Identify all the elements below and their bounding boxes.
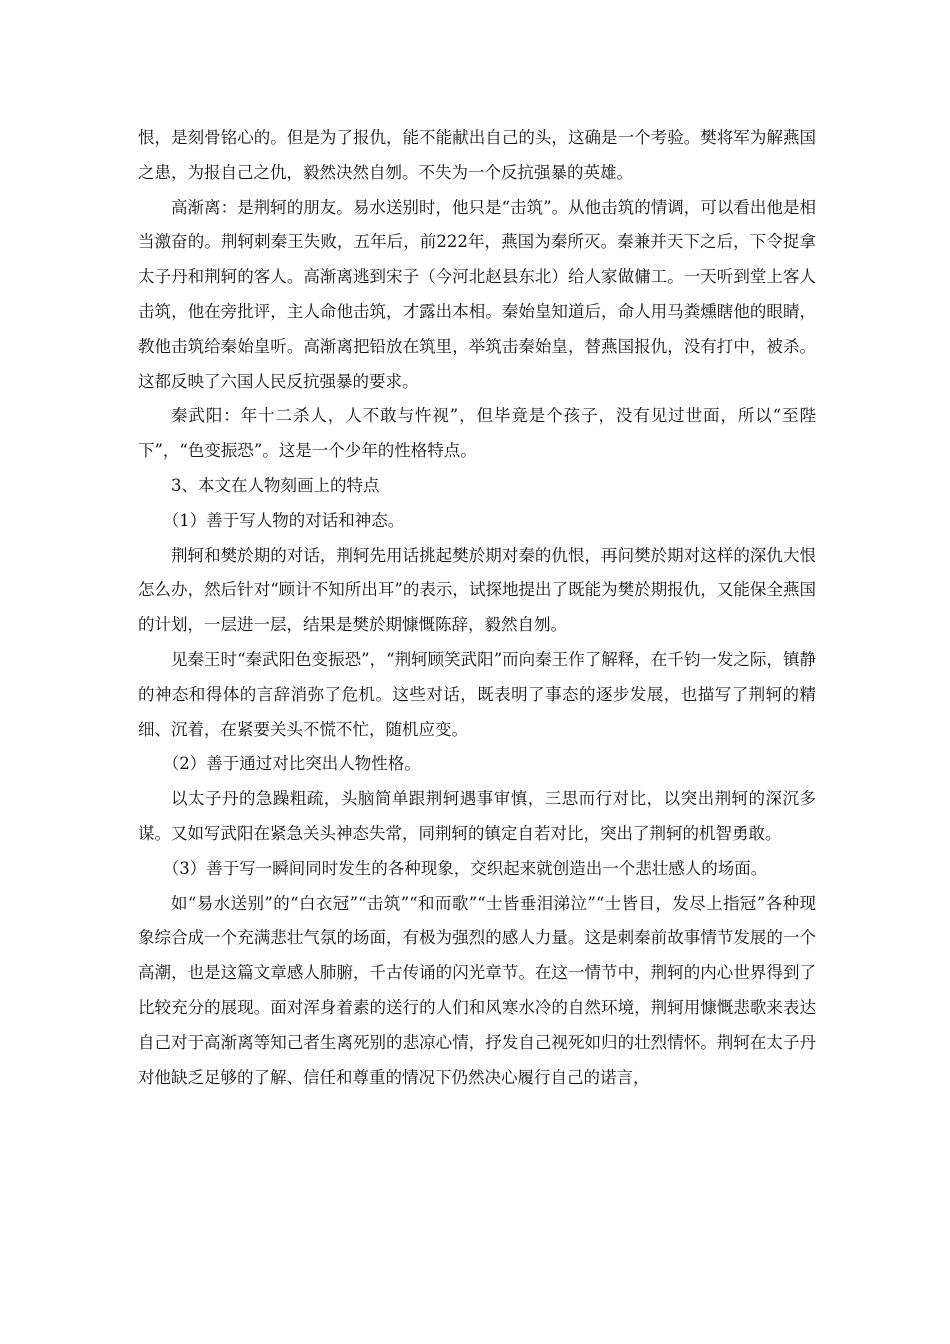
paragraph-contrast: 以太子丹的急躁粗疏，头脑简单跟荆轲遇事审慎，三思而行对比，以突出荆轲的深沉多谋。又如写武阳在紧急关头神态失常，同荆轲的镇定自若对比，突出了荆轲的机智勇敢。	[138, 789, 816, 843]
paragraph-qin-wuyang: 秦武阳：年十二杀人，人不敢与忤视”，但毕竟是个孩子，没有见过世面，所以“至陛下”，“色变振恐”。这是一个少年的性格特点。	[138, 406, 816, 461]
subheading-contrast: （2）善于通过对比突出人物性格。	[162, 754, 421, 774]
subheading-simultaneous-scenes: （3）善于写一瞬间同时发生的各种现象，交织起来就创造出一个悲壮感人的场面。	[162, 858, 768, 878]
subheading-dialogue-expression: （1）善于写人物的对话和神态。	[162, 510, 405, 530]
paragraph-fan-yuqi-conclusion: 恨，是刻骨铭心的。但是为了报仇，能不能献出自己的头，这确是一个考验。樊将军为解燕国之患，为报自己之仇，毅然决然自刎。不失为一个反抗强暴的英雄。	[138, 128, 816, 182]
paragraph-meeting-qin-king: 见秦王时“秦武阳色变振恐”，“荆轲顾笑武阳”而向秦王作了解释，在千钧一发之际，镇静的神态和得体的言辞消弥了危机。这些对话，既表明了事态的逐步发展，也描写了荆轲的精细、沉着，在紧要关头不慌不忙，随机应变。	[138, 649, 816, 739]
paragraph-yishui-farewell: 如“易水送别”的“白衣冠”“击筑”“和而歌”“士皆垂泪涕泣”“士皆目，发尽上指冠”各种现象综合成一个充满悲壮气氛的场面，有极为强烈的感人力量。这是刺秦前故事情节发展的一个高潮，也是这篇文章感人肺腑，千古传诵的闪光章节。在这一情节中，荆轲的内心世界得到了比较充分的展现。面对浑身着素的送行的人们和风寒水冷的自然环境，荆轲用慷慨悲歌来表达自己对于高渐离等知己者生离死别的悲凉心情，抒发自己视死如归的壮烈情怀。荆轲在太子丹对他缺乏足够的了解、信任和尊重的情况下仍然决心履行自己的诺言，	[138, 893, 816, 1087]
section-heading-characterization: 3、本文在人物刻画上的特点	[171, 475, 380, 495]
document-body	[138, 121, 816, 1095]
paragraph-dialogue-fan-yuqi: 荆轲和樊於期的对话，荆轲先用话挑起樊於期对秦的仇恨，再问樊於期对这样的深仇大恨怎么办，然后针对“顾计不知所出耳”的表示，试探地提出了既能为樊於期报仇，又能保全燕国的计划，一层进一层，结果是樊於期慷慨陈辞，毅然自刎。	[138, 545, 816, 635]
paragraph-gao-jianli: 高渐离：是荆轲的朋友。易水送别时，他只是“击筑”。从他击筑的情调，可以看出他是相当激奋的。荆轲刺秦王失败，五年后，前222年，燕国为秦所灭。秦兼并天下之后，下令捉拿太子丹和荆轲的客人。高渐离逃到宋子（今河北赵县东北）给人家做傭工。一天听到堂上客人击筑，他在旁批评，主人命他击筑，才露出本相。秦始皇知道后，命人用马粪燻瞎他的眼睛，教他击筑给秦始皇听。高渐离把铅放在筑里，举筑击秦始皇，替燕国报仇，没有打中，被杀。这都反映了六国人民反抗强暴的要求。	[138, 197, 816, 391]
